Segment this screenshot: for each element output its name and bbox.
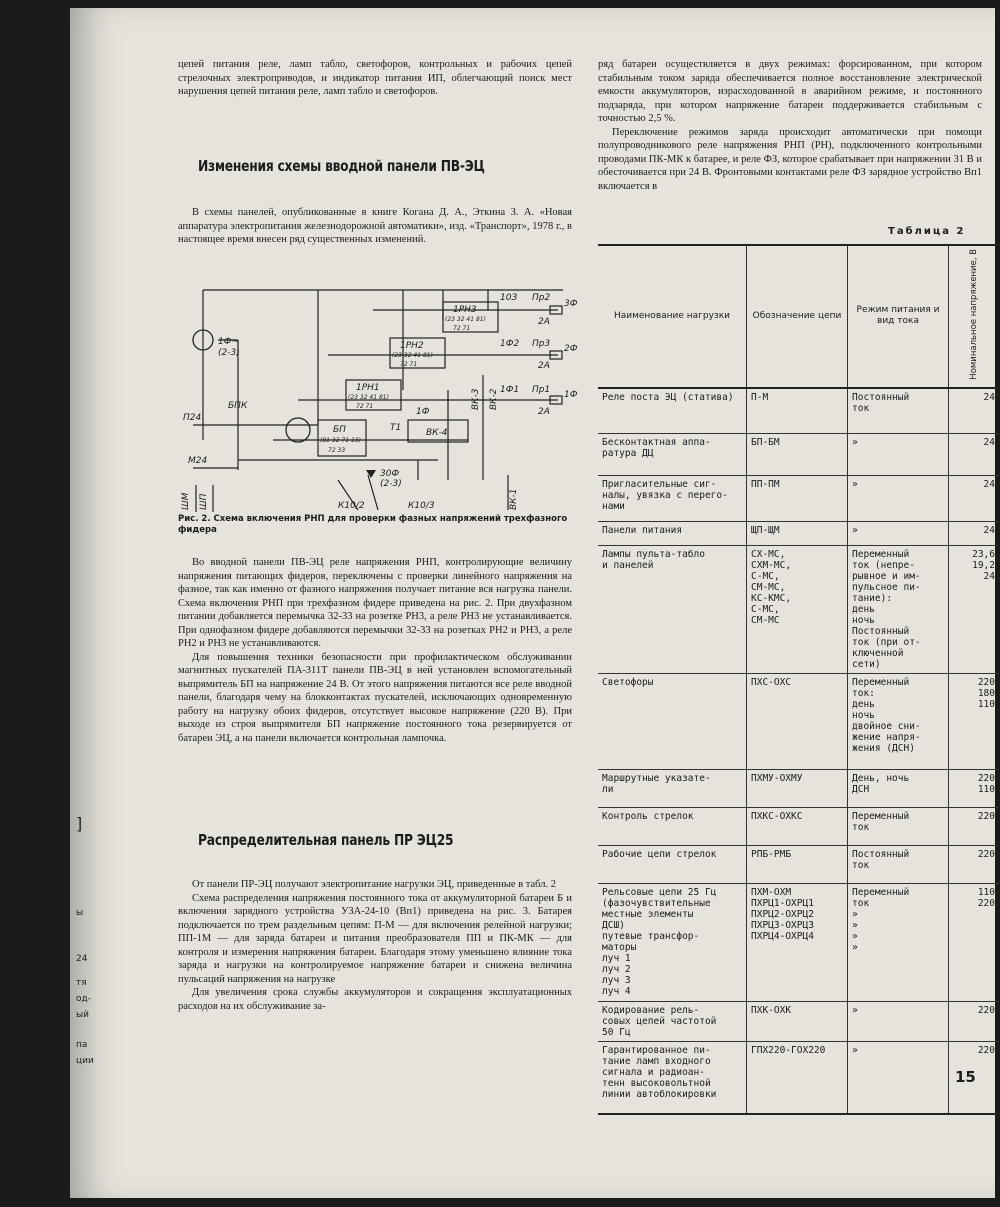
cell-text-line: ночь	[852, 710, 875, 722]
label-k10-3: К10/3	[408, 501, 435, 511]
body-block-distribution-panel	[178, 878, 572, 1013]
cell-text-line: жения (ДСН)	[852, 743, 915, 755]
fragment-text: па	[76, 1040, 88, 1050]
cell-text-line: ПП-ПМ	[751, 479, 780, 491]
cell-text-line: Постоянный	[852, 391, 910, 403]
fragment-text: ы	[76, 908, 84, 918]
cell-voltage	[949, 546, 1000, 674]
label-phase-1: 1Ф~	[218, 337, 240, 347]
label-f30: 30Ф	[380, 469, 400, 479]
cell-text-line: луч 3	[602, 975, 631, 987]
label-bp-bottom: 72 33	[328, 447, 346, 454]
cell-voltage	[949, 770, 1000, 808]
table-body	[598, 388, 999, 1114]
cell-text-line: 220	[977, 773, 995, 785]
cell-text-line: Панели питания	[602, 525, 683, 537]
cell-text-line: 23,6	[972, 549, 995, 561]
cell-text-line: Рельсовые цепи 25 Гц	[602, 887, 717, 899]
body-paragraph: Переключение режимов заряда происходит автоматически при помощи полупроводникового реле напряжения РНП (РН), подключенного контрольными проводами ПК-МК к батарее, и реле ФЗ, которое срабатывает при напряжении 31 В и обесточивается при 24 В. Фронтовыми контактами реле ФЗ зарядное устройство Вп1 включается в	[598, 126, 982, 192]
cell-text-line: тенн высоковольтной	[602, 1078, 711, 1090]
right-column-text	[598, 58, 982, 193]
body-paragraph: Схема распределения напряжения постоянного тока от аккумуляторной батареи Б и включения зарядного устройства УЗА-24-10 (Вп1) приведена на рис. 3. Батарея подключается по трем раздельным цепям: П-М — для включения релейной нагрузки; ПП-1М — для заряда батареи и питания преобразователя ПП и ПК-МК — для контроля и измерения напряжения батареи. Благодаря этому уменьшено влияние тока заряда и нагрузки на контролируемое напряжение батареи и снижена величина пульсаций напряжения на нагрузке	[178, 892, 572, 985]
cell-voltage	[949, 388, 1000, 434]
cell-text-line: 220	[977, 677, 995, 689]
label-rn1-pins: (23 32 41 81)	[348, 394, 389, 401]
cell-text-line: ключенной	[852, 648, 904, 660]
label-amp-3: 2А	[538, 407, 550, 417]
cell-text-line: ток	[852, 822, 870, 834]
cell-text-line: С-МС,	[751, 604, 780, 616]
header-load-name: Наименование нагрузки	[598, 245, 747, 388]
cell-voltage	[949, 674, 1000, 770]
label-phase-1b: (2-3)	[218, 348, 240, 358]
cell-circuit	[747, 522, 848, 546]
table-row	[598, 770, 999, 808]
table-row	[598, 1042, 999, 1114]
cell-text-line: ДСШ)	[602, 920, 625, 932]
cell-load-name	[598, 808, 747, 846]
cell-text-line: СХ-МС,	[751, 549, 786, 561]
cell-text-line: День, ночь	[852, 773, 910, 785]
cell-text-line: ток (при от-	[852, 637, 921, 649]
table-row	[598, 522, 999, 546]
table-row	[598, 884, 999, 1002]
fragment-bracket: ]	[76, 814, 83, 833]
cell-text-line: Рабочие цепи стрелок	[602, 849, 717, 861]
cell-text-line: Маршрутные указате-	[602, 773, 711, 785]
cell-text-line: ток:	[852, 688, 875, 700]
cell-text-line: ток	[852, 860, 870, 872]
table-row	[598, 674, 999, 770]
cell-text-line: ток	[852, 402, 870, 414]
section-heading-input-panel: Изменения схемы вводной панели ПВ-ЭЦ	[198, 157, 485, 175]
cell-text-line: Переменный	[852, 549, 910, 561]
table-row	[598, 1002, 999, 1042]
cell-text-line: луч 4	[602, 986, 631, 998]
header-voltage-text: Номинальное напряжение, В	[969, 249, 979, 380]
cell-text-line: линии автоблокировки	[602, 1089, 717, 1101]
cell-text-line: »	[852, 931, 858, 943]
cell-voltage	[949, 434, 1000, 476]
cell-text-line: местные элементы	[602, 909, 694, 921]
cell-text-line: жение напря-	[852, 732, 921, 744]
cell-text-line: СМ-МС	[751, 615, 780, 627]
label-vk2: ВК-2	[489, 388, 499, 410]
document-page	[70, 8, 995, 1198]
label-rn3: 1РН3	[453, 305, 477, 315]
label-f3: 3Ф	[564, 299, 578, 309]
cell-text-line: ПХРЦ2-ОХРЦ2	[751, 909, 814, 921]
cell-circuit	[747, 674, 848, 770]
body-paragraph: ряд батареи осуществляется в двух режимах: форсированном, при котором стабильным током заряда обеспечивается полное восстановление электрической емкости аккумуляторов, израсходованной в аварийном режиме, и постоянного подзаряда, при котором напряжение батареи поддерживается стабильным с точностью 2,5 %.	[598, 59, 982, 124]
cell-text-line: »	[852, 525, 858, 537]
cell-text-line: ночь	[852, 615, 875, 627]
cell-text-line: РПБ-РМБ	[751, 849, 792, 861]
cell-text-line: СМ-МС,	[751, 582, 786, 594]
cell-text-line: ратура ДЦ	[602, 448, 654, 460]
label-f1: 1Ф	[564, 390, 578, 400]
cell-text-line: ли	[602, 784, 614, 796]
cell-text-line: 220	[977, 811, 995, 823]
cell-text-line: ПХРЦ4-ОХРЦ4	[751, 931, 814, 943]
cell-load-name	[598, 884, 747, 1002]
cell-text-line: Постоянный	[852, 849, 910, 861]
label-rn1-bottom: 72 71	[356, 403, 374, 410]
cell-text-line: тание):	[852, 593, 893, 605]
label-rn1: 1РН1	[356, 383, 380, 393]
cell-mode	[848, 808, 949, 846]
cell-text-line: Переменный	[852, 887, 910, 899]
page-number: 15	[955, 1068, 976, 1086]
cell-text-line: Переменный	[852, 811, 910, 823]
cell-text-line: Постоянный	[852, 626, 910, 638]
cell-text-line: 110	[977, 887, 995, 899]
cell-text-line: »	[852, 479, 858, 491]
cell-circuit	[747, 846, 848, 884]
cell-text-line: 180	[977, 688, 995, 700]
cell-text-line: »	[852, 1045, 858, 1057]
table-header-row	[598, 245, 999, 388]
label-pr1: Пр1	[532, 385, 551, 395]
label-shp: ШП	[199, 493, 209, 510]
cell-text-line: 24	[983, 525, 995, 537]
label-bp-pins: (81 32 71 13)	[320, 437, 361, 444]
cell-mode	[848, 522, 949, 546]
cell-circuit	[747, 476, 848, 522]
cell-load-name	[598, 674, 747, 770]
label-m24: М24	[188, 456, 208, 466]
cell-load-name	[598, 522, 747, 546]
table-row	[598, 476, 999, 522]
cell-circuit	[747, 1042, 848, 1114]
wiring-lines	[193, 290, 563, 512]
cell-text-line: 24	[983, 391, 995, 403]
body-paragraph: От панели ПР-ЭЦ получают электропитание нагрузки ЭЦ, приведенные в табл. 2	[192, 879, 556, 890]
label-k10-2: К10/2	[338, 501, 365, 511]
header-circuit: Обозначение цепи	[747, 245, 848, 388]
diode-symbol	[366, 470, 376, 478]
fragment-text: ции	[76, 1056, 94, 1066]
cell-text-line: двойное сни-	[852, 721, 921, 733]
cell-circuit	[747, 884, 848, 1002]
cell-load-name	[598, 846, 747, 884]
label-amp-2: 2А	[538, 361, 550, 371]
rectifier-symbol	[286, 418, 310, 442]
cell-text-line: Контроль стрелок	[602, 811, 694, 823]
cell-text-line: ПХКС-ОХКС	[751, 811, 803, 823]
cell-load-name	[598, 1042, 747, 1114]
cell-load-name	[598, 388, 747, 434]
label-f2: 2Ф	[564, 344, 578, 354]
cell-text-line: 50 Гц	[602, 1027, 631, 1039]
cell-text-line: 24	[983, 571, 995, 583]
cell-text-line: С-МС,	[751, 571, 780, 583]
cell-mode	[848, 1042, 949, 1114]
cell-text-line: луч 2	[602, 964, 631, 976]
intro-paragraph: В схемы панелей, опубликованные в книге Когана Д. А., Эткина З. А. «Новая аппаратура электропитания железнодорожной автоматики», изд. «Транспорт», 1978 г., в настоящее время внесен ряд существенных изменений.	[178, 207, 572, 245]
cell-voltage	[949, 522, 1000, 546]
cell-text-line: ток	[852, 898, 870, 910]
cell-circuit	[747, 770, 848, 808]
cell-text-line: »	[852, 942, 858, 954]
cell-text-line: 19,2	[972, 560, 995, 572]
cell-text-line: 24	[983, 479, 995, 491]
cell-circuit	[747, 1002, 848, 1042]
cell-text-line: совых цепей частотой	[602, 1016, 717, 1028]
cell-text-line: маторы	[602, 942, 637, 954]
cell-text-line: ПХК-ОХК	[751, 1005, 792, 1017]
cell-circuit	[747, 388, 848, 434]
cell-voltage	[949, 1002, 1000, 1042]
label-f30b: (2-3)	[380, 479, 402, 489]
cell-text-line: »	[852, 437, 858, 449]
label-bpk: БПК	[228, 401, 248, 411]
label-f-mid: 1Ф	[416, 407, 430, 417]
label-pr3: Пр3	[532, 339, 551, 349]
body-block-input-panel	[178, 556, 572, 745]
cell-mode	[848, 476, 949, 522]
cell-text-line: ПХС-ОХС	[751, 677, 792, 689]
header-mode: Режим питания и вид тока	[848, 245, 949, 388]
cell-text-line: (фазочувствительные	[602, 898, 711, 910]
cell-text-line: день	[852, 604, 875, 616]
cell-text-line: путевые трансфор-	[602, 931, 700, 943]
cell-text-line: тание ламп входного	[602, 1056, 711, 1068]
cell-text-line: БП-БМ	[751, 437, 780, 449]
cell-text-line: ПХМУ-ОХМУ	[751, 773, 803, 785]
cell-text-line: 24	[983, 437, 995, 449]
label-rn3-pins: (23 32 41 81)	[445, 316, 486, 323]
cell-text-line: Реле поста ЭЦ (статива)	[602, 391, 734, 403]
cell-text-line: ГПХ220-ГОХ220	[751, 1045, 826, 1057]
cell-load-name	[598, 434, 747, 476]
cell-mode	[848, 846, 949, 884]
cell-mode	[848, 770, 949, 808]
fragment-text: ый	[76, 1010, 89, 1020]
section-heading-distribution-panel: Распределительная панель ПР ЭЦ25	[198, 831, 454, 849]
cell-text-line: КС-КМС,	[751, 593, 792, 605]
label-t1: Т1	[390, 423, 402, 433]
cell-text-line: нами	[602, 501, 625, 513]
cell-text-line: 110	[977, 784, 995, 796]
table-label: Таблица 2	[888, 226, 966, 237]
cell-text-line: Кодирование рель-	[602, 1005, 700, 1017]
cell-text-line: рывное и им-	[852, 571, 921, 583]
cell-mode	[848, 884, 949, 1002]
cell-mode	[848, 546, 949, 674]
cell-text-line: ПХРЦ1-ОХРЦ1	[751, 898, 814, 910]
cell-text-line: ток (непре-	[852, 560, 915, 572]
cell-text-line: 110	[977, 699, 995, 711]
cell-text-line: и панелей	[602, 560, 654, 572]
cell-circuit	[747, 546, 848, 674]
circuit-diagram-figure	[178, 280, 578, 512]
label-f1mid: 1Ф2	[500, 339, 520, 349]
cell-text-line: день	[852, 699, 875, 711]
top-paragraph: цепей питания реле, ламп табло, светофоров, контрольных и рабочих цепей стрелочных электроприводов, и индикатор питания ИП, облегчающий поиск мест нарушения цепей питания реле, ламп табло и светофоров.	[178, 59, 572, 97]
body-paragraph: Для повышения техники безопасности при профилактическом обслуживании магнитных пускателей ПА-311Т панели ПВ-ЭЦ в ней установлен вспомогательный выпрямитель БП на напряжение 24 В. От этого напряжения питаются все реле вводной панели, благодаря чему на блокконтактах пускателей, исключающих одновременную работу на нагрузку обоих фидеров, отсутствует высокое напряжение (220 В). При выходе из строя выпрямителя БП напряжение постоянного тока резервируется от батареи ЭЦ, а на панели включается контрольная лампочка.	[178, 651, 572, 744]
cell-mode	[848, 674, 949, 770]
cell-text-line: »	[852, 909, 858, 921]
cell-mode	[848, 388, 949, 434]
cell-voltage	[949, 808, 1000, 846]
cell-text-line: 220	[977, 1045, 995, 1057]
table-row	[598, 808, 999, 846]
cell-load-name	[598, 546, 747, 674]
label-f10z: 10З	[500, 293, 518, 303]
fragment-text: од-	[76, 994, 91, 1004]
label-amp-1: 2А	[538, 317, 550, 327]
cell-text-line: »	[852, 920, 858, 932]
label-rn2-bottom: 72 71	[400, 361, 418, 368]
label-rn3-bottom: 72 71	[453, 325, 471, 332]
left-column	[178, 58, 578, 1012]
cell-circuit	[747, 434, 848, 476]
cell-text-line: Пригласительные сиг-	[602, 479, 717, 491]
cell-text-line: пульсное пи-	[852, 582, 921, 594]
table-row	[598, 846, 999, 884]
label-shm: ШМ	[181, 492, 191, 510]
cell-text-line: сети)	[852, 659, 881, 671]
cell-text-line: 220	[977, 1005, 995, 1017]
table-row	[598, 388, 999, 434]
cell-text-line: Бесконтактная аппа-	[602, 437, 711, 449]
label-vk1: ВК-1	[509, 488, 519, 510]
cell-voltage	[949, 476, 1000, 522]
figure-caption: Рис. 2. Схема включения РНП для проверки фазных напряжений трехфазного фидера	[178, 514, 568, 535]
table-row	[598, 546, 999, 674]
cell-load-name	[598, 476, 747, 522]
cell-text-line: налы, увязка с перего-	[602, 490, 728, 502]
load-table	[598, 244, 999, 1115]
cell-text-line: 220	[977, 849, 995, 861]
label-rn2: 1РН2	[400, 341, 424, 351]
cell-voltage	[949, 846, 1000, 884]
cell-text-line: Переменный	[852, 677, 910, 689]
label-f1low: 1Ф1	[500, 385, 520, 395]
cell-text-line: Гарантированное пи-	[602, 1045, 711, 1057]
fragment-text: 24	[76, 954, 88, 964]
cell-text-line: Светофоры	[602, 677, 654, 689]
label-p24: П24	[183, 413, 202, 423]
label-rn2-pins: (23 32 41 81)	[392, 352, 433, 359]
label-bp: БП	[333, 425, 346, 435]
cell-load-name	[598, 770, 747, 808]
cell-circuit	[747, 808, 848, 846]
cell-voltage	[949, 884, 1000, 1002]
cell-mode	[848, 434, 949, 476]
header-voltage	[949, 245, 1000, 388]
cell-text-line: П-М	[751, 391, 769, 403]
cell-text-line: ЩП-ЩМ	[751, 525, 780, 537]
cell-mode	[848, 1002, 949, 1042]
cell-text-line: ПХРЦ3-ОХРЦ3	[751, 920, 814, 932]
cell-text-line: »	[852, 1005, 858, 1017]
fragment-text: тя	[76, 978, 87, 988]
cell-text-line: луч 1	[602, 953, 631, 965]
cell-text-line: Лампы пульта-табло	[602, 549, 705, 561]
cell-text-line: ПХМ-ОХМ	[751, 887, 792, 899]
label-pr2: Пр2	[532, 293, 551, 303]
body-paragraph: Для увеличения срока службы аккумуляторов и сокращения эксплуатационных расходов на их обслуживание за-	[178, 987, 572, 1012]
cell-load-name	[598, 1002, 747, 1042]
cell-text-line: сигнала и радиоан-	[602, 1067, 705, 1079]
table-row	[598, 434, 999, 476]
cell-text-line: ДСН	[852, 784, 870, 796]
label-vk4: ВК-4	[426, 428, 448, 438]
label-vk3: ВК-3	[471, 388, 481, 410]
cell-text-line: СХМ-МС,	[751, 560, 792, 572]
cell-text-line: 220	[977, 898, 995, 910]
body-paragraph: Во вводной панели ПВ-ЭЦ реле напряжения РНП, контролирующие величину напряжения питающих фидеров, переключены с проверки линейного напряжения на фазное, так как именно от фазного напряжения получает питание вся нагрузка панели. Схема включения РНП при трехфазном фидере приведена на рис. 2. При двухфазном питании добавляется перемычка 32-33 на розетке РН3, а реле РН3 не устанавливается. При однофазном фидере добавляются перемычки 32-33 на розетках РН2 и РН3, а реле РН2 и РН3 не устанавливаются.	[178, 557, 572, 649]
